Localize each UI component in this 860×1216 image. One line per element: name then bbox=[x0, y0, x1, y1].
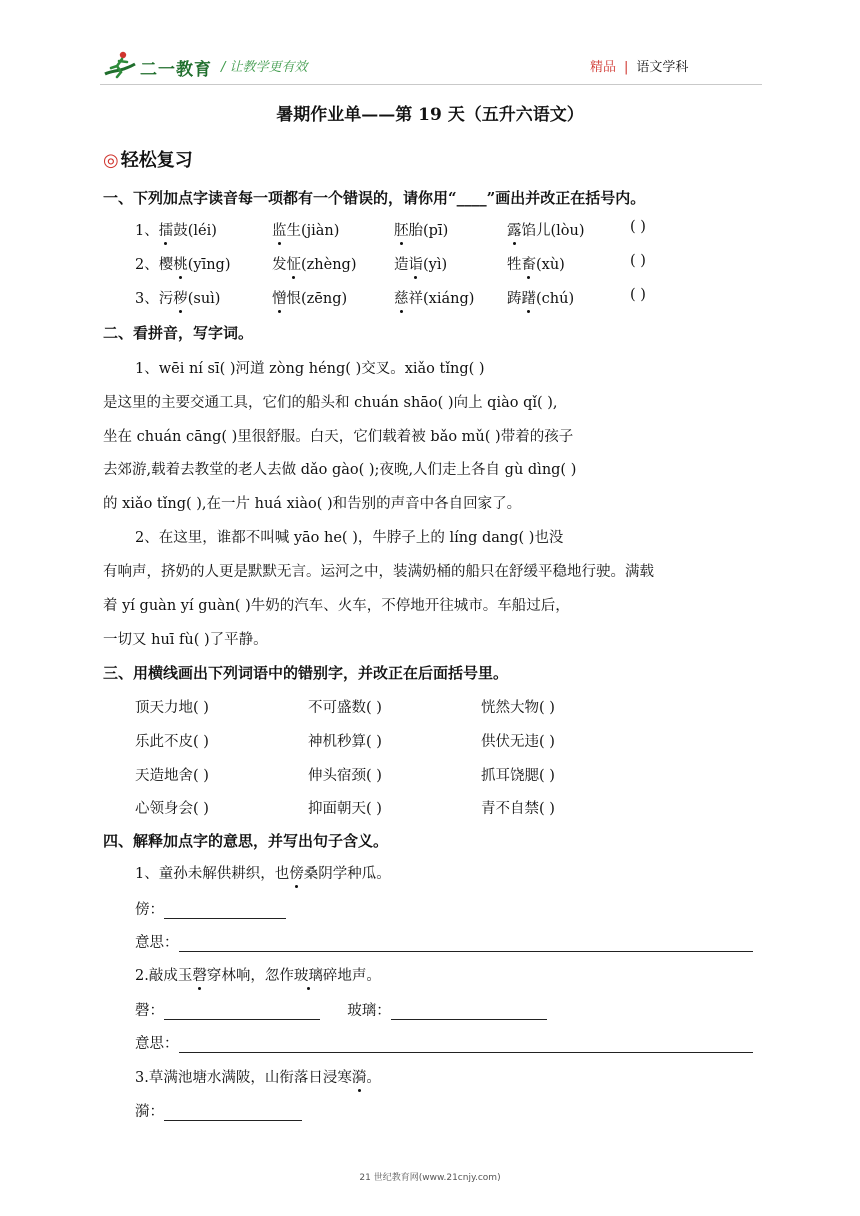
page-footer: 21 世纪教育网(www.21cnjy.com) bbox=[359, 1173, 501, 1183]
slogan: / 让教学更有效 bbox=[221, 60, 308, 75]
q2-p1-line: 是这里的主要交通工具，它们的船头和 chuán shāo( )向上 qiào qǐ( ), bbox=[103, 395, 558, 411]
runner-logo-icon bbox=[103, 50, 137, 80]
q1-item: 1、擂鼓(léi) bbox=[135, 219, 217, 240]
answer-line[interactable] bbox=[164, 900, 286, 919]
answer-label: 磬： bbox=[135, 1003, 164, 1019]
q1-item: 3、污秽(suì) bbox=[135, 287, 220, 308]
q3-word: 不可盛数( ) bbox=[308, 700, 382, 716]
q2-p2-line: 2、在这里，谁都不叫喊 yāo he( )，牛脖子上的 líng dang( )也没 bbox=[135, 530, 564, 546]
answer-label: 玻璃： bbox=[347, 1003, 391, 1019]
q2-p2-line: 着 yí guàn yí guàn( )牛奶的汽车、火车，不停地开往城市。车船过后， bbox=[103, 598, 570, 614]
q2-p1-line: 1、wēi ní sī( )河道 zòng héng( )交叉。xiǎo tǐng( ) bbox=[135, 361, 485, 377]
section-heading-text: 轻松复习 bbox=[120, 150, 193, 171]
section-heading bbox=[103, 146, 193, 172]
header-divider bbox=[100, 84, 762, 85]
answer-label: 傍： bbox=[135, 902, 164, 918]
q4-sentence-1: 1、童孙未解供耕织，也傍桑阴学种瓜。 bbox=[135, 862, 391, 883]
answer-label: 意思： bbox=[135, 1036, 179, 1052]
badge-label: 精品 bbox=[590, 60, 617, 75]
q1-item: 慈祥(xiáng) bbox=[394, 287, 474, 308]
q3-word: 抑面朝天( ) bbox=[308, 801, 382, 817]
q3-word: 伸头宿颈( ) bbox=[308, 768, 382, 784]
q1-item: 造诣(yì) bbox=[394, 253, 447, 274]
q4-sentence-2: 2.敲成玉磬穿林响，忽作玻璃碎地声。 bbox=[135, 964, 381, 985]
q3-word: 天造地舍( ) bbox=[135, 768, 209, 784]
answer-label: 漪： bbox=[135, 1104, 164, 1120]
question-2-heading: 二、看拼音，写字词。 bbox=[103, 324, 254, 342]
q2-p1-line: 去郊游,载着去教堂的老人去做 dǎo gào( );夜晚,人们走上各自 gù dìng( ) bbox=[103, 462, 577, 478]
q1-item: 踌躇(chú) bbox=[507, 287, 574, 308]
q3-word: 供伏无违( ) bbox=[481, 734, 555, 750]
logo-text: 二一教育 bbox=[140, 60, 212, 80]
subject-label: 语文学科 bbox=[636, 60, 689, 75]
question-1-heading: 一、下列加点字读音每一项都有一个错误的，请你用“____”画出并改正在括号内。 bbox=[103, 189, 646, 207]
page-title: 暑期作业单——第 19 天（五升六语文） bbox=[276, 105, 584, 125]
answer-line[interactable] bbox=[179, 1034, 753, 1053]
q1-item: 发怔(zhèng) bbox=[272, 253, 357, 274]
question-3-heading: 三、用横线画出下列词语中的错别字，并改正在后面括号里。 bbox=[103, 664, 509, 682]
q1-item: 监生(jiàn) bbox=[272, 219, 339, 240]
header-subject bbox=[590, 56, 688, 75]
answer-blank: ( ) bbox=[630, 253, 646, 269]
q4-sentence-3: 3.草满池塘水满陂，山衔落日浸寒漪。 bbox=[135, 1066, 381, 1087]
q3-word: 心领身会( ) bbox=[135, 801, 209, 817]
q3-word: 青不自禁( ) bbox=[481, 801, 555, 817]
q4-answer-row bbox=[135, 999, 547, 1020]
answer-blank: ( ) bbox=[630, 287, 646, 303]
q3-word: 顶天力地( ) bbox=[135, 700, 209, 716]
q3-word: 恍然大物( ) bbox=[481, 700, 555, 716]
q1-item: 2、樱桃(yīng) bbox=[135, 253, 231, 274]
q3-word: 神机秒算( ) bbox=[308, 734, 382, 750]
answer-line[interactable] bbox=[179, 933, 753, 952]
answer-line[interactable] bbox=[164, 1102, 302, 1121]
answer-label: 意思： bbox=[135, 935, 179, 951]
target-icon: ◎ bbox=[103, 150, 119, 171]
q4-answer-row bbox=[135, 898, 286, 919]
q2-p1-line: 的 xiǎo tǐng( ),在一片 huá xiào( )和告别的声音中各自回家了。 bbox=[103, 496, 522, 512]
header-separator: | bbox=[624, 60, 629, 75]
q2-p2-line: 有响声，挤奶的人更是默默无言。运河之中，装满奶桶的船只在舒缓平稳地行驶。满载 bbox=[103, 564, 654, 580]
q2-p2-line: 一切又 huī fù( )了平静。 bbox=[103, 632, 268, 648]
q1-item: 牲畜(xù) bbox=[507, 253, 565, 274]
q1-item: 胚胎(pī) bbox=[394, 219, 448, 240]
answer-blank: ( ) bbox=[630, 219, 646, 235]
answer-line[interactable] bbox=[391, 1001, 547, 1020]
q4-meaning-row bbox=[135, 931, 753, 952]
question-4-heading: 四、解释加点字的意思，并写出句子含义。 bbox=[103, 832, 389, 850]
q1-item: 憎恨(zēng) bbox=[272, 287, 347, 308]
q2-p1-line: 坐在 chuán cāng( )里很舒服。白天，它们载着被 bǎo mǔ( )带着的孩子 bbox=[103, 429, 574, 445]
q4-answer-row bbox=[135, 1100, 302, 1121]
q4-meaning-row bbox=[135, 1032, 753, 1053]
q1-item: 露馅儿(lòu) bbox=[507, 219, 585, 240]
q3-word: 乐此不皮( ) bbox=[135, 734, 209, 750]
q3-word: 抓耳饶腮( ) bbox=[481, 768, 555, 784]
answer-line[interactable] bbox=[164, 1001, 320, 1020]
